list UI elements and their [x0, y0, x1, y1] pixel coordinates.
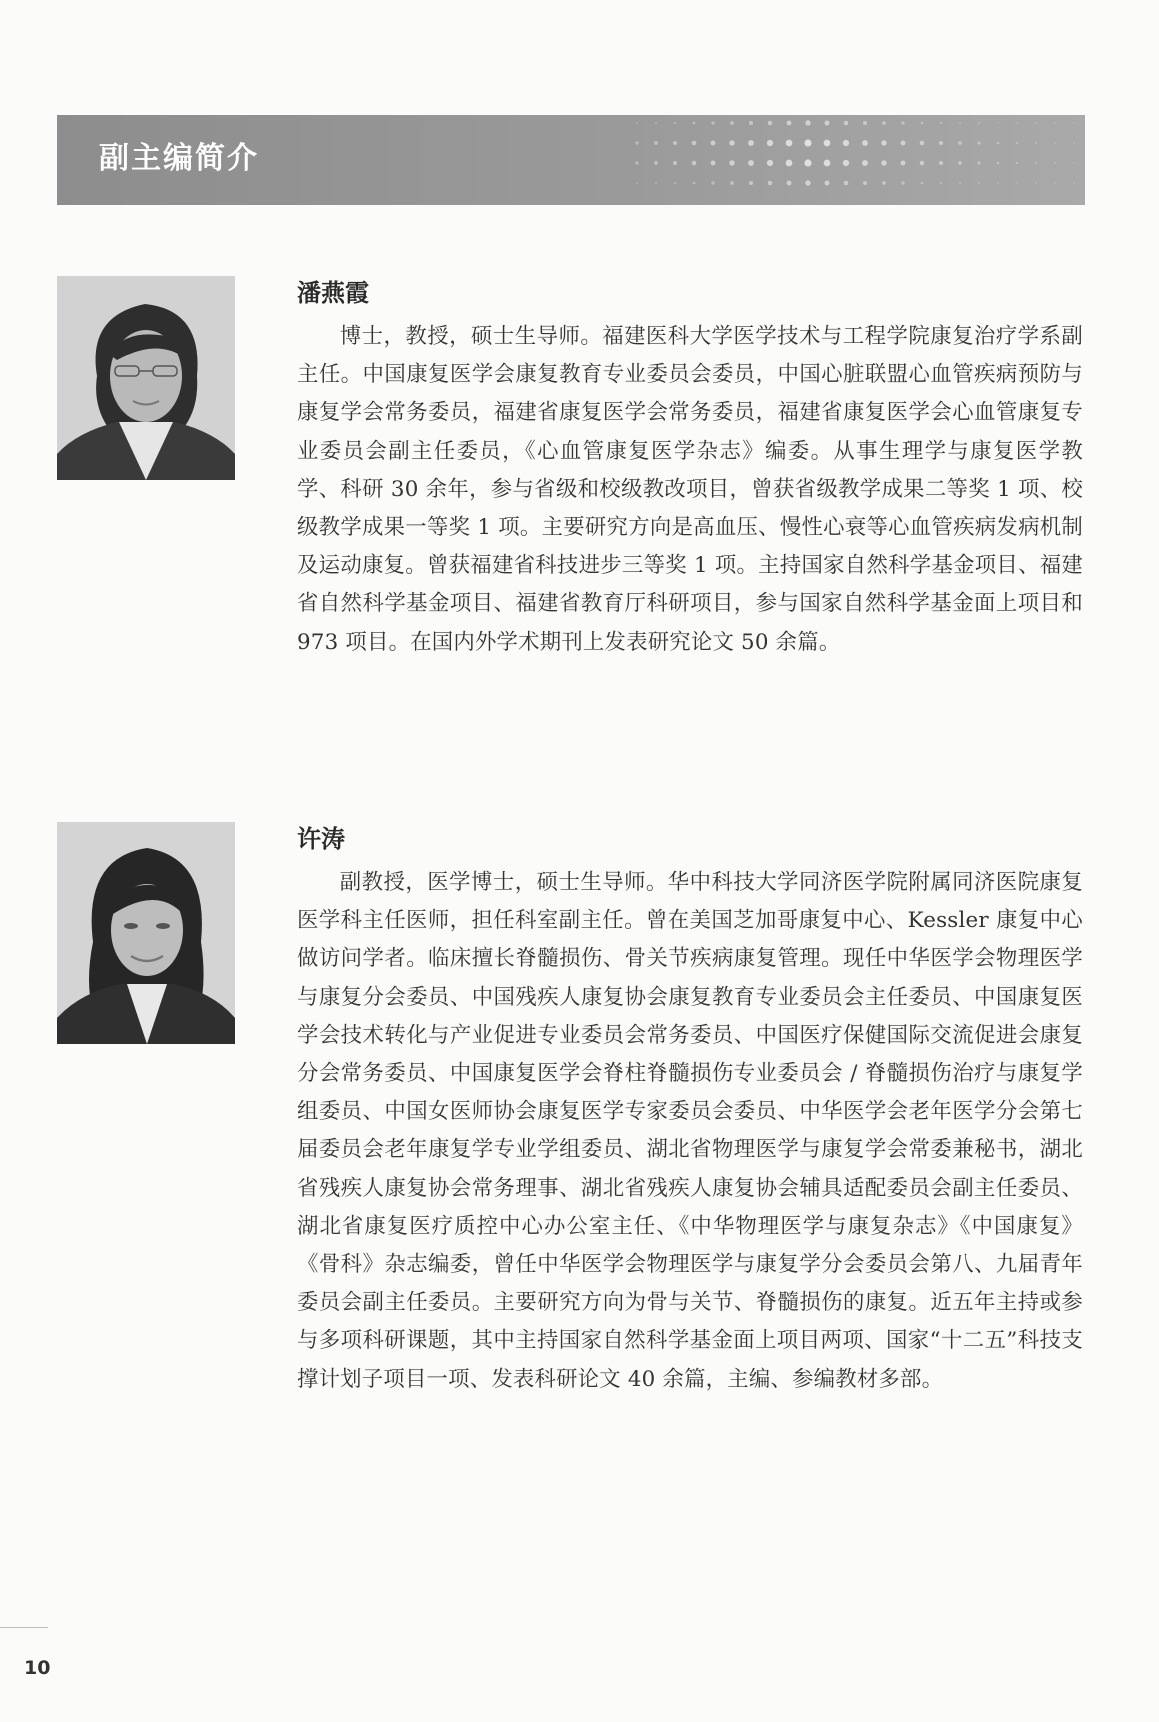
editor-bio: 副教授，医学博士，硕士生导师。华中科技大学同济医学院附属同济医院康复医学科主任医师，担任科室副主任。曾在美国芝加哥康复中心、Kessler 康复中心做访问学者。临床擅长脊髓损伤、骨关节疾病康复管理。现任中华医学会物理医学与康复分会委员、中国残疾人康复协会康复教育专业委员会主任委员、中国康复医学会技术转化与产业促进专业委员会常务委员、中国医疗保健国际交流促进会康复分会常务委员、中国康复医学会脊柱脊髓损伤专业委员会 / 脊髓损伤治疗与康复学组委员、中国女医师协会康复医学专家委员会委员、中华医学会老年医学分会第七届委员会老年康复学专业学组委员、湖北省物理医学与康复学会常委兼秘书，湖北省残疾人康复协会常务理事、湖北省残疾人康复协会辅具适配委员会副主任委员、湖北省康复医疗质控中心办公室主任、《中华物理医学与康复杂志》《中国康复》《骨科》杂志编委，曾任中华医学会物理医学与康复学分会委员会第八、九届青年委员会副主任委员。主要研究方向为骨与关节、脊髓损伤的康复。近五年主持或参与多项科研课题，其中主持国家自然科学基金面上项目两项、国家“十二五”科技支撑计划子项目一项、发表科研论文 40 余篇，主编、参编教材多部。	[297, 870, 1083, 1392]
editor-name: 潘燕霞	[297, 279, 369, 307]
editor-photo	[57, 822, 235, 1044]
section-header-banner	[57, 115, 1085, 205]
footer-rule	[0, 1627, 48, 1628]
editor-photo	[57, 276, 235, 480]
editor-name: 许涛	[297, 825, 345, 853]
editor-profile	[57, 276, 1085, 666]
section-title: 副主编简介	[99, 141, 259, 176]
page-number: 10	[24, 1657, 51, 1679]
editor-bio: 博士，教授，硕士生导师。福建医科大学医学技术与工程学院康复治疗学系副主任。中国康复医学会康复教育专业委员会委员，中国心脏联盟心血管疾病预防与康复学会常务委员，福建省康复医学会常务委员，福建省康复医学会心血管康复专业委员会副主任委员，《心血管康复医学杂志》编委。从事生理学与康复医学教学、科研 30 余年，参与省级和校级教改项目，曾获省级教学成果二等奖 1 项、校级教学成果一等奖 1 项。主要研究方向是高血压、慢性心衰等心血管疾病发病机制及运动康复。曾获福建省科技进步三等奖 1 项。主持国家自然科学基金项目、福建省自然科学基金项目、福建省教育厅科研项目，参与国家自然科学基金面上项目和 973 项目。在国内外学术期刊上发表研究论文 50 余篇。	[297, 324, 1083, 655]
dot-pattern-decoration	[617, 115, 1085, 205]
editor-profile	[57, 822, 1085, 1462]
